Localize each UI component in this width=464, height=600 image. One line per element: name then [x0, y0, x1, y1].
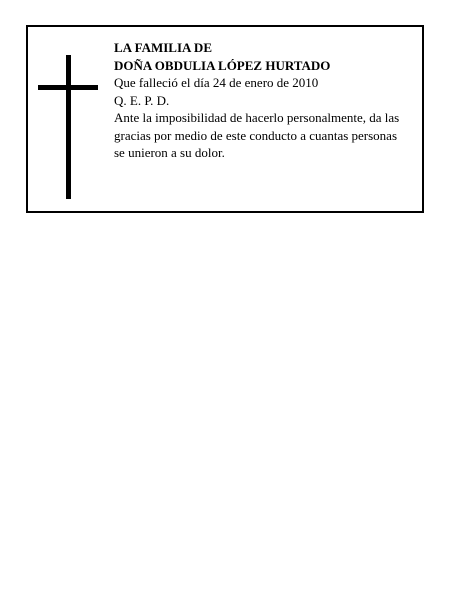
message-line-2: gracias por medio de este conducto a cuantas personas — [114, 127, 398, 143]
cross-vertical-bar — [66, 55, 71, 199]
heading-family: LA FAMILIA DE — [114, 40, 212, 55]
notice-text — [114, 39, 420, 162]
message-line-3: se unieron a su dolor. — [114, 145, 225, 160]
obituary-notice — [26, 25, 424, 213]
qepd-line: Q. E. P. D. — [114, 92, 170, 108]
cross-horizontal-bar — [38, 85, 98, 90]
message-line-1: Ante la imposibilidad de hacerlo personalmente, da las — [114, 110, 400, 125]
death-date-line: Que falleció el día 24 de enero de 2010 — [114, 75, 319, 90]
heading-deceased-name: DOÑA OBDULIA LÓPEZ HURTADO — [114, 57, 331, 73]
